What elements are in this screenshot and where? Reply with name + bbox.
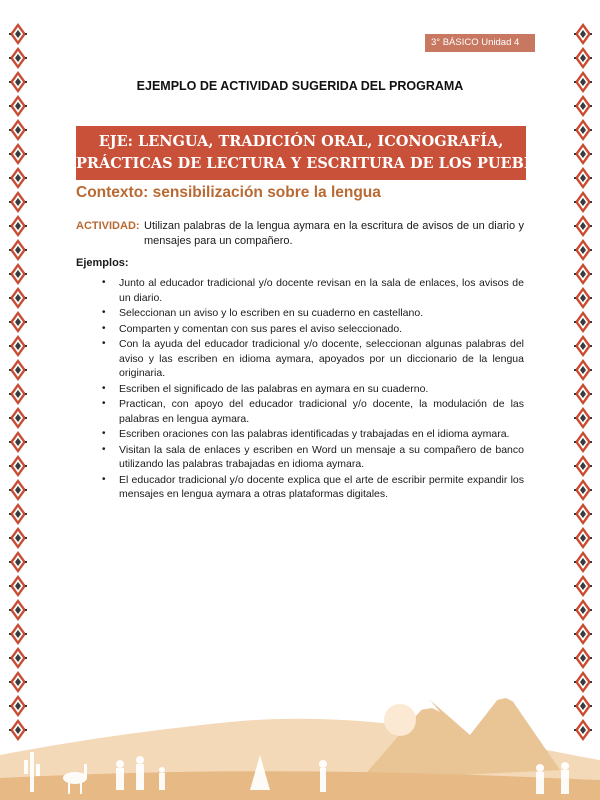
bullet-icon: • <box>102 277 106 288</box>
right-ornamental-border <box>574 22 592 742</box>
bullet-icon: • <box>102 443 106 455</box>
axis-title-line-2: PRÁCTICAS DE LECTURA Y ESCRITURA DE LOS PUEBLOS <box>76 155 558 172</box>
context-title: Contexto: sensibilización sobre la lengua <box>76 184 381 201</box>
activity-text: Utilizan palabras de la lengua aymara en la escritura de avisos de un diario y mensajes para un compañero. <box>144 220 524 247</box>
list-item: • Junto al educador tradicional y/o docente revisan en la sala de enlaces, los avisos de un diario. <box>102 277 524 304</box>
bullet-icon: • <box>102 382 106 394</box>
activity-label: ACTIVIDAD: <box>76 220 140 232</box>
page-heading: EJEMPLO DE ACTIVIDAD SUGERIDA DEL PROGRAMA <box>136 79 464 93</box>
axis-title-banner <box>76 126 558 180</box>
bullet-icon: • <box>102 338 106 349</box>
list-item: • Escriben el significado de las palabras en aymara en su cuaderno. <box>102 382 429 395</box>
bullet-icon: • <box>102 322 106 334</box>
left-ornamental-border <box>9 22 27 742</box>
examples-list <box>102 276 524 503</box>
bullet-icon: • <box>102 428 106 439</box>
bullet-icon: • <box>102 473 106 485</box>
bullet-icon: • <box>102 398 106 409</box>
bullet-icon: • <box>102 307 106 318</box>
list-item: • Seleccionan un aviso y lo escriben en su cuaderno en castellano. <box>102 307 424 319</box>
grade-unit-badge: 3° BÁSICO Unidad 4 <box>425 34 535 52</box>
list-item: • Con la ayuda del educador tradicional y/o docente, seleccionan algunas palabras del aviso y las escriben en idioma aymara, apoyados por un diccionario de la lengua originaria. <box>102 338 524 379</box>
list-item: • Practican, con apoyo del educador tradicional y/o docente, la modulación de las palabras en lengua aymara. <box>102 398 524 425</box>
activity-block <box>76 219 524 249</box>
list-item: • El educador tradicional y/o docente explica que el arte de escribir permite expandir los mensajes en lengua aymara a otras plataformas digitales. <box>102 473 524 500</box>
list-item: • Comparten y comentan con sus pares el aviso seleccionado. <box>102 322 403 335</box>
axis-title-line-1: EJE: LENGUA, TRADICIÓN ORAL, ICONOGRAFÍA, <box>98 133 504 150</box>
list-item: • Escriben oraciones con las palabras identificadas y trabajadas en el idioma aymara. <box>102 428 510 440</box>
list-item: • Visitan la sala de enlaces y escriben en Word un mensaje a su compañero de banco utilizando las palabras trabajadas en idioma aymara. <box>102 443 524 470</box>
examples-label: Ejemplos: <box>76 257 129 269</box>
andean-landscape-illustration <box>0 660 600 800</box>
